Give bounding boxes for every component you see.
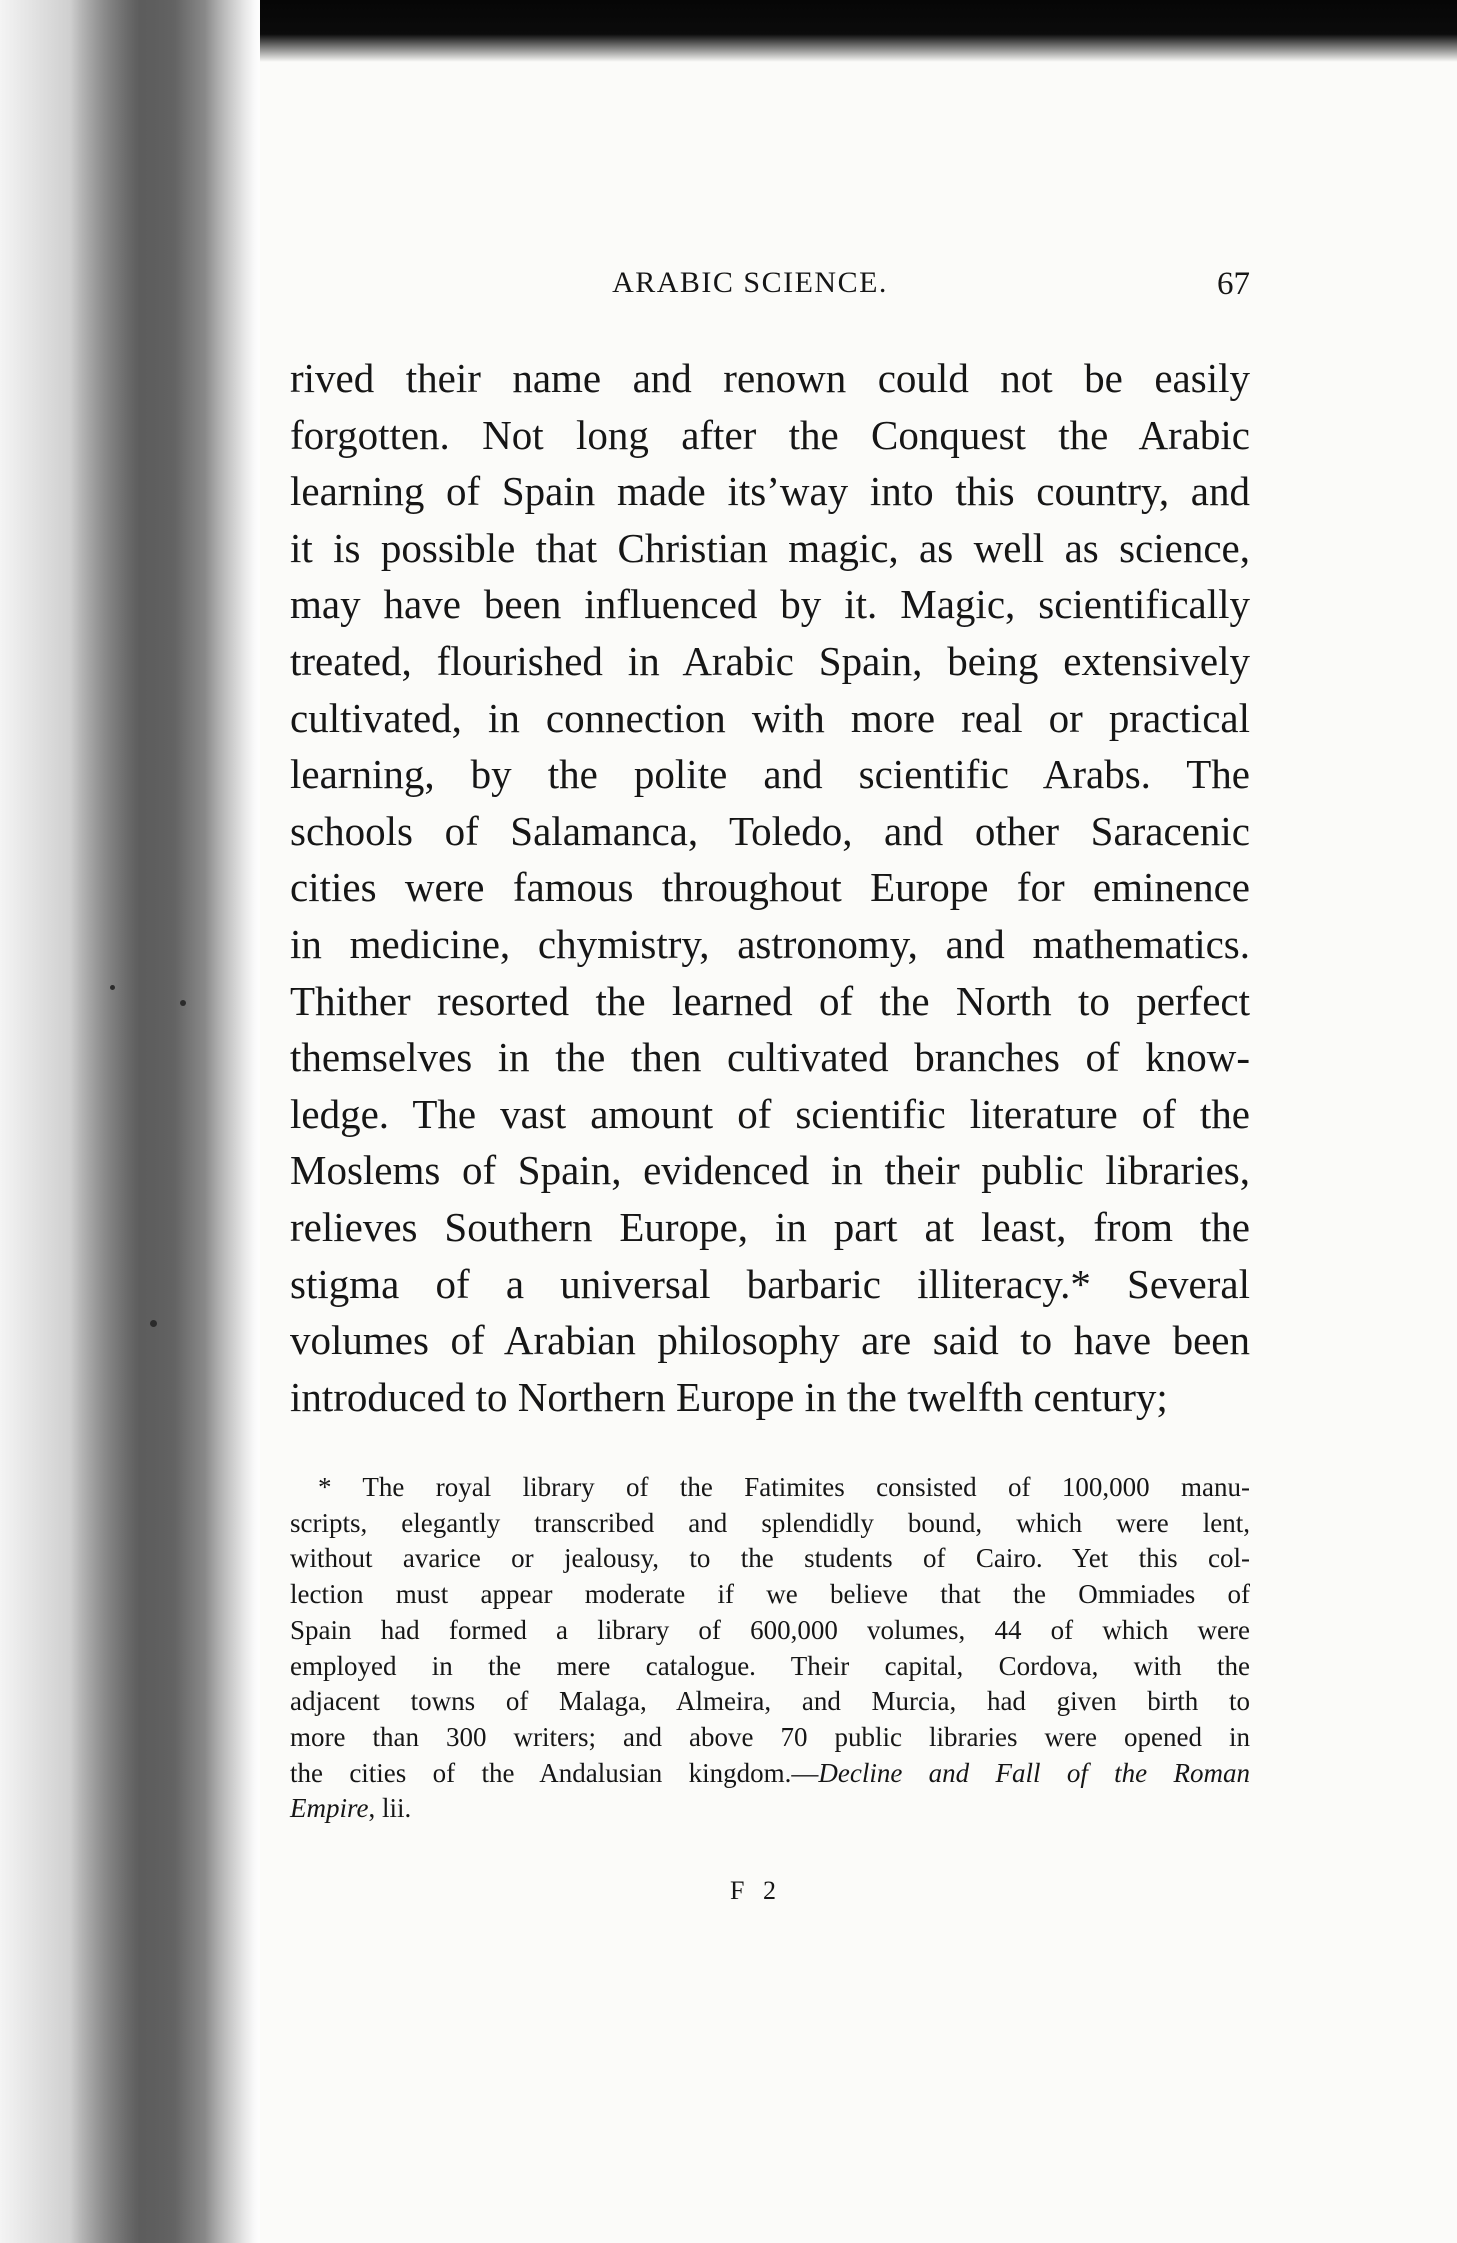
- footnote: [290, 1470, 1250, 1827]
- body-line: forgotten. Not long after the Conquest the Arabic: [290, 411, 1250, 458]
- scan-binding-shadow: [0, 0, 260, 2243]
- body-line: learning of Spain made its’way into this country, and: [290, 468, 1250, 515]
- body-line: introduced to Northern Europe in the twelfth century;: [290, 1373, 1168, 1420]
- footnote-text: , lii.: [368, 1793, 412, 1824]
- body-line: volumes of Arabian philosophy are said to have been: [290, 1317, 1250, 1364]
- footnote-line: scripts, elegantly transcribed and splendidly bound, which were lent,: [290, 1507, 1250, 1538]
- body-line: it is possible that Christian magic, as well as science,: [290, 524, 1250, 571]
- body-line: in medicine, chymistry, astronomy, and mathematics.: [290, 920, 1250, 967]
- signature-mark: F 2: [730, 1876, 782, 1905]
- body-line: cities were famous throughout Europe for eminence: [290, 864, 1250, 911]
- footnote-line: [290, 1791, 1250, 1827]
- scan-speck: [110, 985, 115, 990]
- body-line: rived their name and renown could not be easily: [290, 355, 1250, 401]
- body-line: themselves in the then cultivated branches of know-: [290, 1034, 1250, 1081]
- footnote-line: lection must appear moderate if we believe that the Ommiades of: [290, 1579, 1250, 1610]
- body-line: Moslems of Spain, evidenced in their public libraries,: [290, 1147, 1250, 1194]
- body-line: stigma of a universal barbaric illiteracy.* Several: [290, 1260, 1250, 1307]
- footnote-line: * The royal library of the Fatimites consisted of 100,000 manu-: [318, 1472, 1250, 1502]
- page-number: 67: [1217, 266, 1250, 302]
- footnote-line: without avarice or jealousy, to the students of Cairo. Yet this col-: [290, 1543, 1250, 1574]
- body-line: relieves Southern Europe, in part at least, from the: [290, 1203, 1250, 1250]
- scan-speck: [180, 1000, 186, 1006]
- body-line: schools of Salamanca, Toledo, and other Saracenic: [290, 807, 1250, 854]
- scan-speck: [150, 1320, 157, 1327]
- running-header: [290, 250, 1250, 310]
- body-line: cultivated, in connection with more real or practical: [290, 694, 1250, 741]
- body-line: may have been influenced by it. Magic, scientifically: [290, 581, 1250, 628]
- body-paragraph: [290, 350, 1250, 1425]
- footnote-line: more than 300 writers; and above 70 public libraries were opened in: [290, 1721, 1250, 1752]
- footnote-line: Spain had formed a library of 600,000 volumes, 44 of which were: [290, 1614, 1250, 1645]
- running-title: ARABIC SCIENCE.: [612, 266, 888, 299]
- footnote-citation: Decline and Fall of the Roman: [818, 1757, 1250, 1788]
- footnote-line: adjacent towns of Malaga, Almeira, and Murcia, had given birth to: [290, 1686, 1250, 1717]
- body-line: Thither resorted the learned of the North to perfect: [290, 977, 1250, 1024]
- footnote-citation: Empire: [290, 1793, 369, 1824]
- footnote-line: [290, 1756, 1250, 1792]
- body-line: learning, by the polite and scientific Arabs. The: [290, 751, 1250, 798]
- footnote-line: employed in the mere catalogue. Their capital, Cordova, with the: [290, 1650, 1250, 1681]
- body-line: treated, flourished in Arabic Spain, being extensively: [290, 637, 1250, 684]
- body-line: ledge. The vast amount of scientific literature of the: [290, 1090, 1250, 1137]
- footnote-text: the cities of the Andalusian kingdom.—: [290, 1757, 819, 1788]
